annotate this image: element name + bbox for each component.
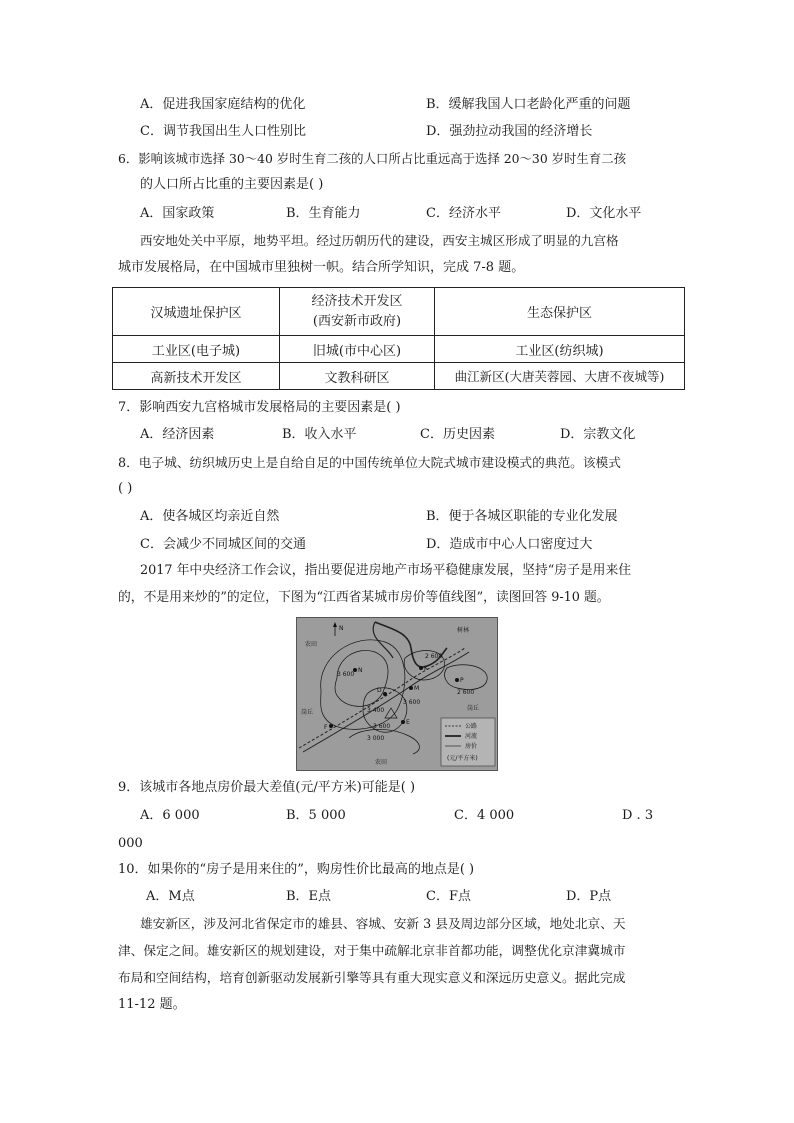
q8-option-a: A．使各城区均亲近自然: [140, 509, 280, 524]
isoline-label: 2 600: [425, 653, 443, 660]
table-cell: 经济技术开发区 (西安新市政府): [280, 288, 435, 336]
q6-option-c: C．经济水平: [426, 206, 501, 221]
map-graphic: [297, 618, 497, 770]
q10-option-d: D．P点: [566, 889, 612, 904]
table-cell: 工业区(纺织城): [435, 336, 685, 363]
xian-layout-table: [112, 287, 685, 390]
area-label-forest: 树林: [457, 627, 470, 634]
isoline-label: 2 600: [457, 689, 475, 696]
isoline-label: 3 000: [367, 735, 385, 742]
point-e-marker: [401, 720, 405, 724]
q6-option-a: A．国家政策: [140, 206, 215, 221]
passage-1112-line3: 布局和空间结构，培育创新驱动发展新引擎等具有重大现实意义和深远历史意义。据此完成: [118, 970, 626, 985]
q7-option-d: D．宗教文化: [560, 427, 636, 442]
point-e-label: E: [406, 719, 410, 726]
point-m-label: M: [414, 685, 420, 692]
passage-910-line1: 2017 年中央经济工作会议，指出要促进房地产市场平稳健康发展，坚持“房子是用来住: [140, 563, 632, 578]
table-cell: 文教科研区: [280, 363, 435, 390]
q10-option-c: C．F点: [426, 889, 471, 904]
isoline-label: 3 600: [373, 723, 391, 730]
area-label-farmland-north: 农田: [305, 641, 318, 648]
point-m-marker: [409, 686, 413, 690]
legend-river-label: 河流: [465, 733, 478, 740]
point-d-label: D: [377, 687, 382, 694]
house-price-isoline-map: [296, 617, 498, 771]
legend-unit-label: (元/平方米): [447, 755, 478, 762]
q7-option-b: B．收入水平: [282, 427, 357, 442]
isoline-label: 3 400: [367, 707, 385, 714]
q5-option-b: B．缓解我国人口老龄化严重的问题: [426, 97, 631, 112]
q5-option-d: D．强劲拉动我国的经济增长: [426, 124, 593, 139]
q9-option-d-wrap: 000: [118, 836, 143, 851]
q9-stem: 9．该城市各地点房价最大差值(元/平方米)可能是( ): [118, 780, 416, 795]
q8-stem-line1: 8．电子城、纺织城历史上是自给自足的中国传统单位大院式城市建设模式的典范。该模式: [118, 455, 621, 470]
q8-stem-line2: ( ): [118, 481, 133, 496]
q6-option-b: B．生育能力: [286, 206, 361, 221]
area-label-hill-west: 岗丘: [301, 709, 314, 716]
q10-option-b: B．E点: [286, 889, 332, 904]
point-k-marker: [419, 666, 423, 670]
isoline-2600-east: [445, 665, 488, 690]
q7-option-a: A．经济因素: [140, 427, 215, 442]
isoline-3600-west: [335, 650, 388, 706]
table-cell: 高新技术开发区: [113, 363, 280, 390]
area-label-hill-east: 岗丘: [467, 705, 480, 712]
river-line: [375, 622, 447, 667]
table-cell: 旧城(市中心区): [280, 336, 435, 363]
point-p-label: P: [460, 677, 464, 684]
north-arrowhead-icon: [333, 622, 337, 627]
passage-78-line1: 西安地处关中平原，地势平坦。经过历朝历代的建设，西安主城区形成了明显的九宫格: [140, 233, 619, 248]
isoline-label: 3 600: [403, 699, 421, 706]
q10-stem: 10．如果你的“房子是用来住的”，购房性价比最高的地点是( ): [118, 862, 475, 877]
table-cell: 曲江新区(大唐芙蓉园、大唐不夜城等): [435, 363, 685, 390]
q9-option-c: C．4 000: [454, 808, 515, 823]
q5-option-a: A．促进我国家庭结构的优化: [140, 97, 306, 112]
q10-option-a: A．M点: [146, 889, 195, 904]
q9-option-a: A．6 000: [140, 808, 200, 823]
road-line: [299, 648, 465, 748]
point-f-marker: [329, 724, 333, 728]
point-n-label: N: [358, 667, 363, 674]
table-row: [113, 336, 685, 363]
table-cell: 生态保护区: [435, 288, 685, 336]
isoline-label: 3 600: [337, 671, 355, 678]
q6-option-d: D．文化水平: [566, 206, 642, 221]
q9-option-d: D . 3: [622, 808, 654, 823]
q5-option-c: C．调节我国出生人口性别比: [140, 124, 306, 139]
table-cell: 工业区(电子城): [113, 336, 280, 363]
point-p-marker: [455, 678, 459, 682]
isoline-3000: [349, 729, 419, 754]
point-d-marker: [383, 692, 387, 696]
point-f-label: F: [324, 724, 328, 731]
point-k-label: K: [424, 665, 428, 672]
passage-1112-line4: 11-12 题。: [118, 997, 186, 1012]
legend-road-label: 公路: [465, 723, 478, 730]
q8-option-c: C．会减少不同城区间的交通: [140, 537, 306, 552]
q7-stem: 7．影响西安九宫格城市发展格局的主要因素是( ): [118, 400, 401, 415]
table-row: [113, 288, 685, 336]
q7-option-c: C．历史因素: [420, 427, 495, 442]
passage-1112-line1: 雄安新区，涉及河北省保定市的雄县、容城、安新 3 县及周边部分区域，地处北京、天: [140, 916, 626, 931]
area-label-farmland-south: 农田: [375, 759, 388, 766]
passage-1112-line2: 津、保定之间。雄安新区的规划建设，对于集中疏解北京非首都功能，调整优化京津冀城市: [118, 943, 626, 958]
table-row: [113, 363, 685, 390]
north-label: N: [339, 625, 344, 632]
passage-910-line2: 的，不是用来炒的”的定位，下图为“江西省某城市房价等值线图”，读图回答 9-10 题。: [118, 590, 610, 605]
legend-price-label: 房价: [465, 743, 478, 750]
q6-stem-line1: 6．影响该城市选择 30～40 岁时生育二孩的人口所占比重远高于选择 20～30 岁时生育二孩: [118, 151, 626, 166]
passage-78-line2: 城市发展格局，在中国城市里独树一帜。结合所学知识，完成 7-8 题。: [118, 260, 525, 275]
table-cell: 汉城遗址保护区: [113, 288, 280, 336]
q6-stem-line2: 的人口所占比重的主要因素是( ): [140, 177, 324, 192]
isoline-3400: [321, 640, 405, 730]
q8-option-d: D．造成市中心人口密度过大: [426, 537, 593, 552]
q8-option-b: B．便于各城区职能的专业化发展: [426, 509, 618, 524]
q9-option-b: B．5 000: [286, 808, 346, 823]
